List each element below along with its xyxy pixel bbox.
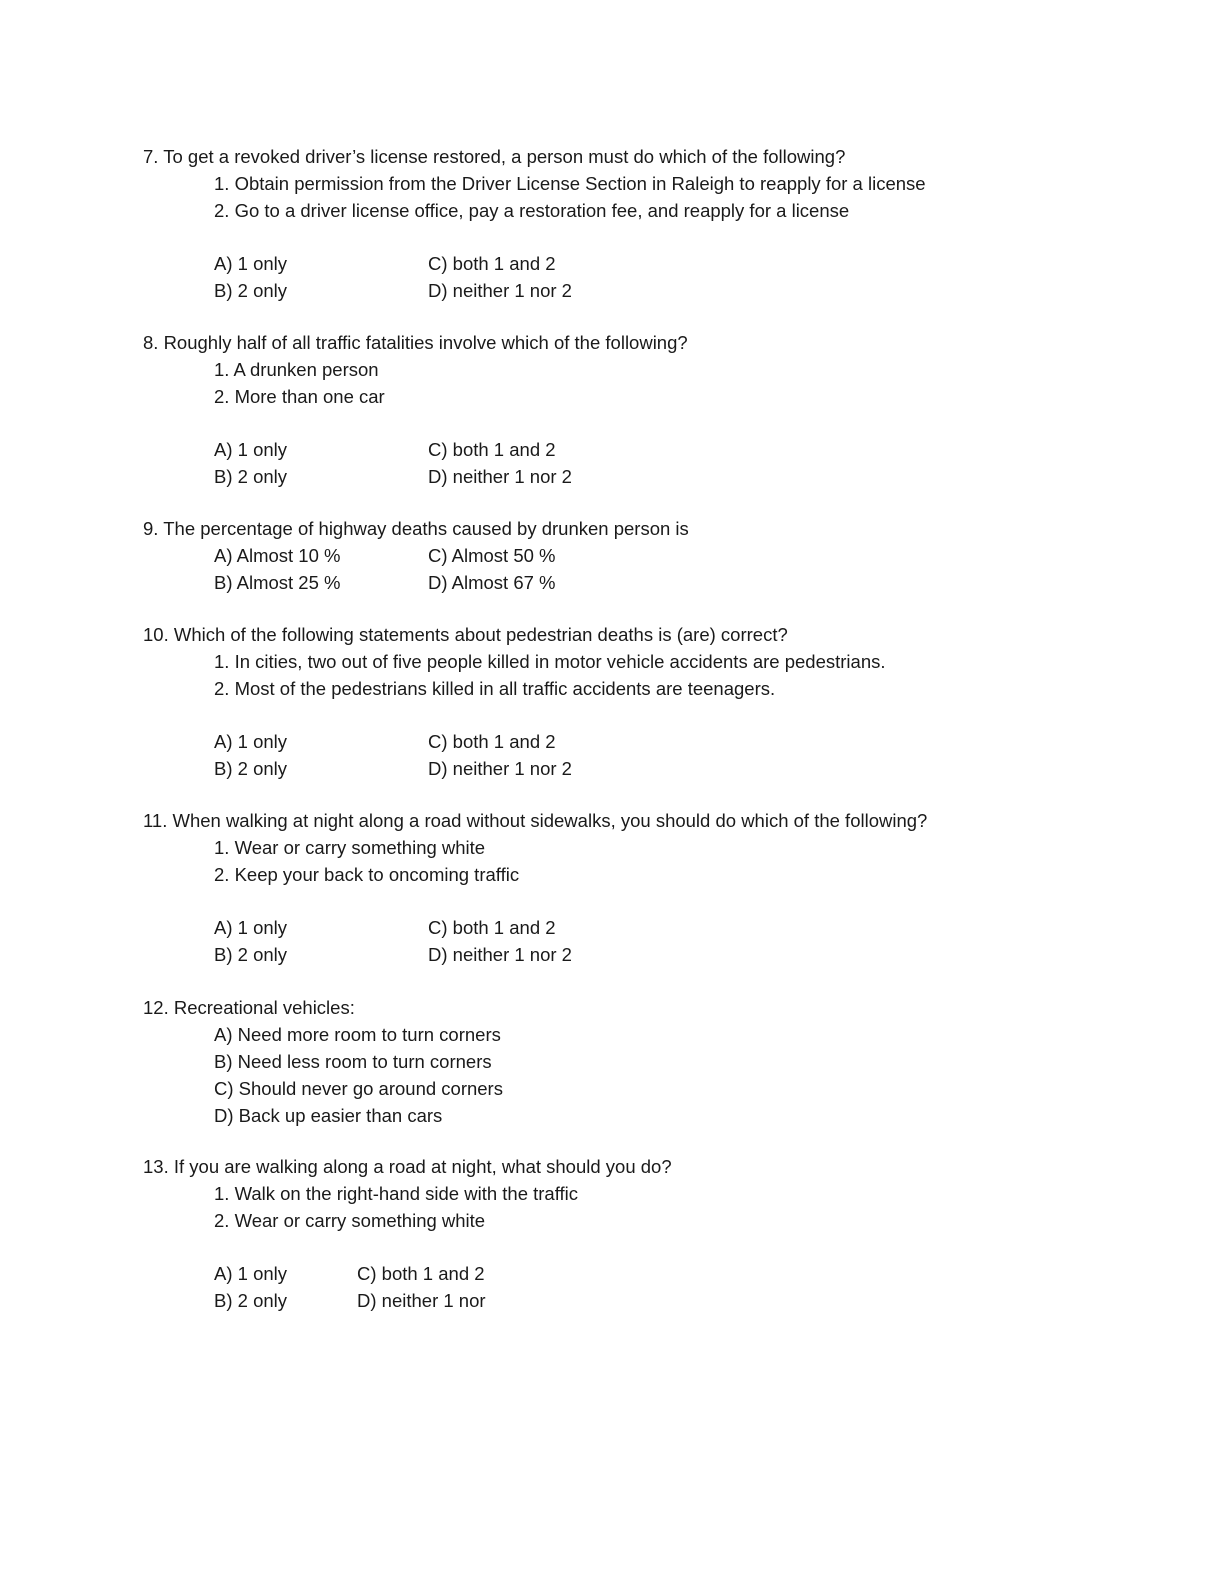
answer-choices — [143, 542, 1143, 596]
choice-a: A) 1 only — [214, 1263, 288, 1284]
answer-choices — [143, 1260, 1143, 1314]
choice-c: C) both 1 and 2 — [357, 1263, 485, 1284]
statement-2: 2. Go to a driver license office, pay a restoration fee, and reapply for a license — [214, 200, 850, 221]
choice-d: D) Back up easier than cars — [214, 1105, 443, 1126]
choice-b: B) 2 only — [214, 944, 288, 965]
choice-c: C) both 1 and 2 — [428, 731, 556, 752]
statement-1: 1. A drunken person — [214, 359, 379, 380]
choice-b: B) 2 only — [214, 758, 288, 779]
choice-a: A) 1 only — [214, 731, 288, 752]
choice-a: A) 1 only — [214, 253, 288, 274]
choice-b: B) Need less room to turn corners — [214, 1051, 492, 1072]
question-9 — [143, 515, 1143, 596]
answer-choices — [143, 914, 1143, 968]
question-stem: 7. To get a revoked driver’s license restored, a person must do which of the following? — [143, 146, 846, 167]
choice-a: A) Almost 10 % — [214, 545, 341, 566]
answer-choices — [143, 436, 1143, 490]
choice-a: A) 1 only — [214, 917, 288, 938]
choice-b: B) 2 only — [214, 1290, 288, 1311]
question-stem: 11. When walking at night along a road without sidewalks, you should do which of the following? — [143, 810, 928, 831]
question-13 — [143, 1153, 1143, 1314]
question-12 — [143, 994, 1143, 1129]
statement-2: 2. Wear or carry something white — [214, 1210, 486, 1231]
choice-c: C) both 1 and 2 — [428, 253, 556, 274]
question-stem: 10. Which of the following statements about pedestrian deaths is (are) correct? — [143, 624, 788, 645]
statement-1: 1. Obtain permission from the Driver License Section in Raleigh to reapply for a license — [214, 173, 926, 194]
question-stem: 12. Recreational vehicles: — [143, 997, 355, 1018]
choice-a: A) 1 only — [214, 439, 288, 460]
choice-b: B) 2 only — [214, 466, 288, 487]
statement-1: 1. Walk on the right-hand side with the traffic — [214, 1183, 579, 1204]
choice-d: D) Almost 67 % — [428, 572, 556, 593]
choice-c: C) Almost 50 % — [428, 545, 556, 566]
question-stem: 13. If you are walking along a road at night, what should you do? — [143, 1156, 672, 1177]
statement-2: 2. Keep your back to oncoming traffic — [214, 864, 520, 885]
choice-a: A) Need more room to turn corners — [214, 1024, 501, 1045]
statement-2: 2. More than one car — [214, 386, 385, 407]
choice-c: C) both 1 and 2 — [428, 917, 556, 938]
choice-d: D) neither 1 nor 2 — [428, 280, 572, 301]
choice-b: B) Almost 25 % — [214, 572, 341, 593]
choice-d: D) neither 1 nor 2 — [428, 944, 572, 965]
choice-c: C) both 1 and 2 — [428, 439, 556, 460]
statement-1: 1. Wear or carry something white — [214, 837, 486, 858]
answer-choices — [143, 728, 1143, 782]
question-7 — [143, 143, 1143, 304]
choice-b: B) 2 only — [214, 280, 288, 301]
statement-2: 2. Most of the pedestrians killed in all traffic accidents are teenagers. — [214, 678, 776, 699]
question-10 — [143, 621, 1143, 782]
question-stem: 9. The percentage of highway deaths caused by drunken person is — [143, 518, 689, 539]
question-stem: 8. Roughly half of all traffic fatalities involve which of the following? — [143, 332, 688, 353]
choice-d: D) neither 1 nor — [357, 1290, 486, 1311]
statement-1: 1. In cities, two out of five people killed in motor vehicle accidents are pedestrians. — [214, 651, 886, 672]
question-8 — [143, 329, 1143, 490]
answer-choices — [143, 250, 1143, 304]
question-11 — [143, 807, 1143, 968]
choice-d: D) neither 1 nor 2 — [428, 466, 572, 487]
choice-c: C) Should never go around corners — [214, 1078, 503, 1099]
choice-d: D) neither 1 nor 2 — [428, 758, 572, 779]
